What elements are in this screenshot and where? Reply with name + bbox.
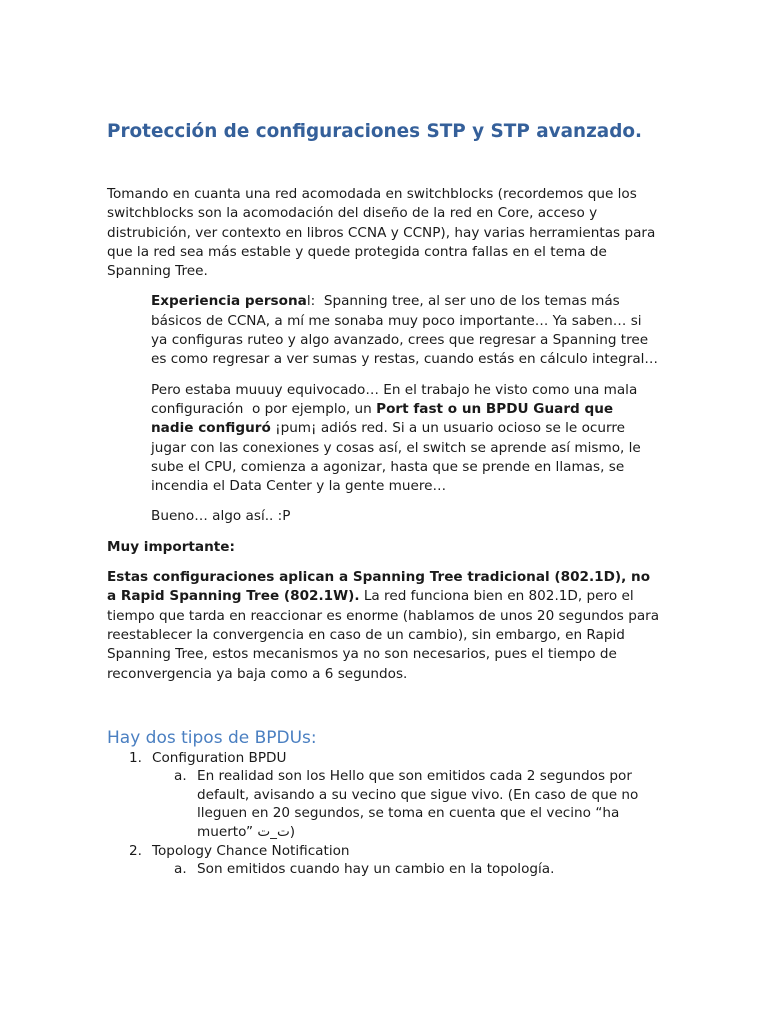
sub-list-letter: a. xyxy=(174,767,187,784)
list-item-label: Topology Chance Notification xyxy=(152,842,350,859)
sub-list-letter: a. xyxy=(174,860,187,877)
important-rest: La red funciona bien en 802.1D, pero el tiempo que tarda en reaccionar es enorme (hablamos de unos 20 segundos para reestablecer la convergencia en caso de un cambio), sin embargo, en Rapid Spanning Tree, estos mecanismos ya no son necesarios, pues el tiempo de reconvergencia ya baja como a 6 segundos. xyxy=(107,588,660,682)
intro-paragraph: Tomando en cuanta una red acomodada en switchblocks (recordemos que los switchblocks son la acomodación del diseño de la red en Core, acceso y distrubición, ver contexto en libros CCNA y CCNP), hay varias herramientas para que la red sea más estable y quede protegida contra fallas en el tema de Spanning Tree. xyxy=(107,186,656,280)
bpdu-list xyxy=(107,749,660,879)
list-item xyxy=(107,749,660,842)
sub-list-text: Son emitidos cuando hay un cambio en la topología. xyxy=(197,860,555,877)
sub-list-item xyxy=(152,767,660,842)
list-number: 2. xyxy=(129,842,142,859)
important-paragraph xyxy=(107,568,660,684)
sub-list-text: En realidad son los Hello que son emitidos cada 2 segundos por default, avisando a su vecino que sigue vivo. (En caso de que no lleguen en 20 segundos, se toma en cuenta que el vecino “ha muerto” ت_ت) xyxy=(197,767,639,840)
experiencia-label: Experiencia persona xyxy=(151,293,307,310)
bpdu-heading: Hay dos tipos de BPDUs: xyxy=(107,727,317,748)
sub-list-item xyxy=(152,860,660,879)
list-number: 1. xyxy=(129,749,142,766)
bueno-paragraph: Bueno… algo así.. :P xyxy=(151,508,291,525)
personal-experience-block xyxy=(151,292,660,526)
experiencia-text: Spanning tree, al ser uno de los temas más básicos de CCNA, a mí me sonaba muy poco importante… Ya saben… si ya configuras ruteo y algo avanzado, crees que regresar a Spanning tree es como regresar a ver sumas y restas, cuando estás en cálculo integral… xyxy=(151,293,659,368)
sub-list xyxy=(152,860,660,879)
experiencia-label-rest: l: xyxy=(306,293,316,310)
list-item xyxy=(107,842,660,879)
sub-list xyxy=(152,767,660,842)
important-bold: Estas configuraciones aplican a Spanning Tree tradicional (802.1D), no a Rapid Spanning Tree (802.1W). xyxy=(107,569,651,605)
pero-text-after: ¡pum¡ adiós red. Si a un usuario ocioso se le ocurre jugar con las conexiones y cosas así, el switch se aprende así mismo, le sube el CPU, comienza a agonizar, hasta que se prende en llamas, se incendia el Data Center y la gente muere… xyxy=(151,420,641,495)
document-title: Protección de configuraciones STP y STP avanzado. xyxy=(107,121,643,142)
pero-text-bold: Port fast o un BPDU Guard que nadie configuró xyxy=(151,400,614,437)
list-item-label: Configuration BPDU xyxy=(152,749,287,766)
experiencia-paragraph xyxy=(151,292,660,369)
muy-importante-heading: Muy importante: xyxy=(107,538,235,555)
pero-paragraph xyxy=(151,381,660,497)
pero-text-before: Pero estaba muuuy equivocado… En el trabajo he visto como una mala configuración o por ejemplo, un xyxy=(151,381,642,417)
